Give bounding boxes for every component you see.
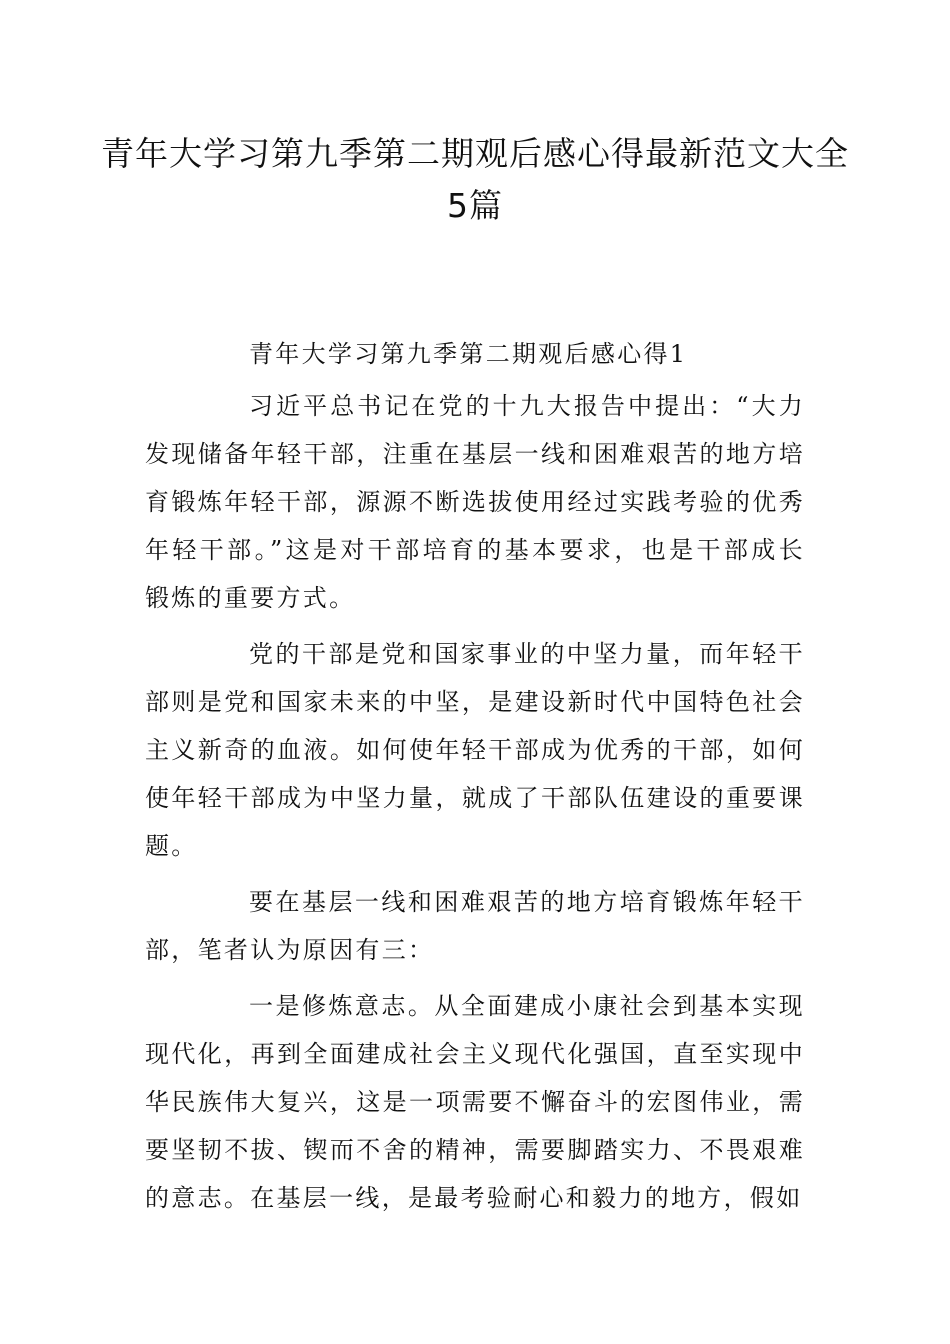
paragraph-4: 一是修炼意志。从全面建成小康社会到基本实现现代化，再到全面建成社会主义现代化强国，直至实现中华民族伟大复兴，这是一项需要不懈奋斗的宏图伟业，需要坚韧不拔、锲而不舍的精神，需要脚踏实力、不畏艰难的意志。在基层一线，是最考验耐心和毅力的地方，假如 — [145, 992, 805, 1212]
document-body — [145, 330, 805, 1230]
paragraph-2: 党的干部是党和国家事业的中坚力量，而年轻干部则是党和国家未来的中坚，是建设新时代中国特色社会主义新奇的血液。如何使年轻干部成为优秀的干部，如何使年轻干部成为中坚力量，就成了干部队伍建设的重要课题。 — [145, 640, 805, 860]
section-heading: 青年大学习第九季第二期观后感心得1 — [249, 340, 688, 368]
paragraph-3: 要在基层一线和困难艰苦的地方培育锻炼年轻干部，笔者认为原因有三： — [145, 888, 805, 964]
paragraph-1: 习近平总书记在党的十九大报告中提出：“大力发现储备年轻干部，注重在基层一线和困难艰苦的地方培育锻炼年轻干部，源源不断选拔使用经过实践考验的优秀年轻干部。”这是对干部培育的基本要求，也是干部成长锻炼的重要方式。 — [145, 392, 805, 612]
document-title: 青年大学习第九季第二期观后感心得最新范文大全5篇 — [101, 134, 849, 225]
